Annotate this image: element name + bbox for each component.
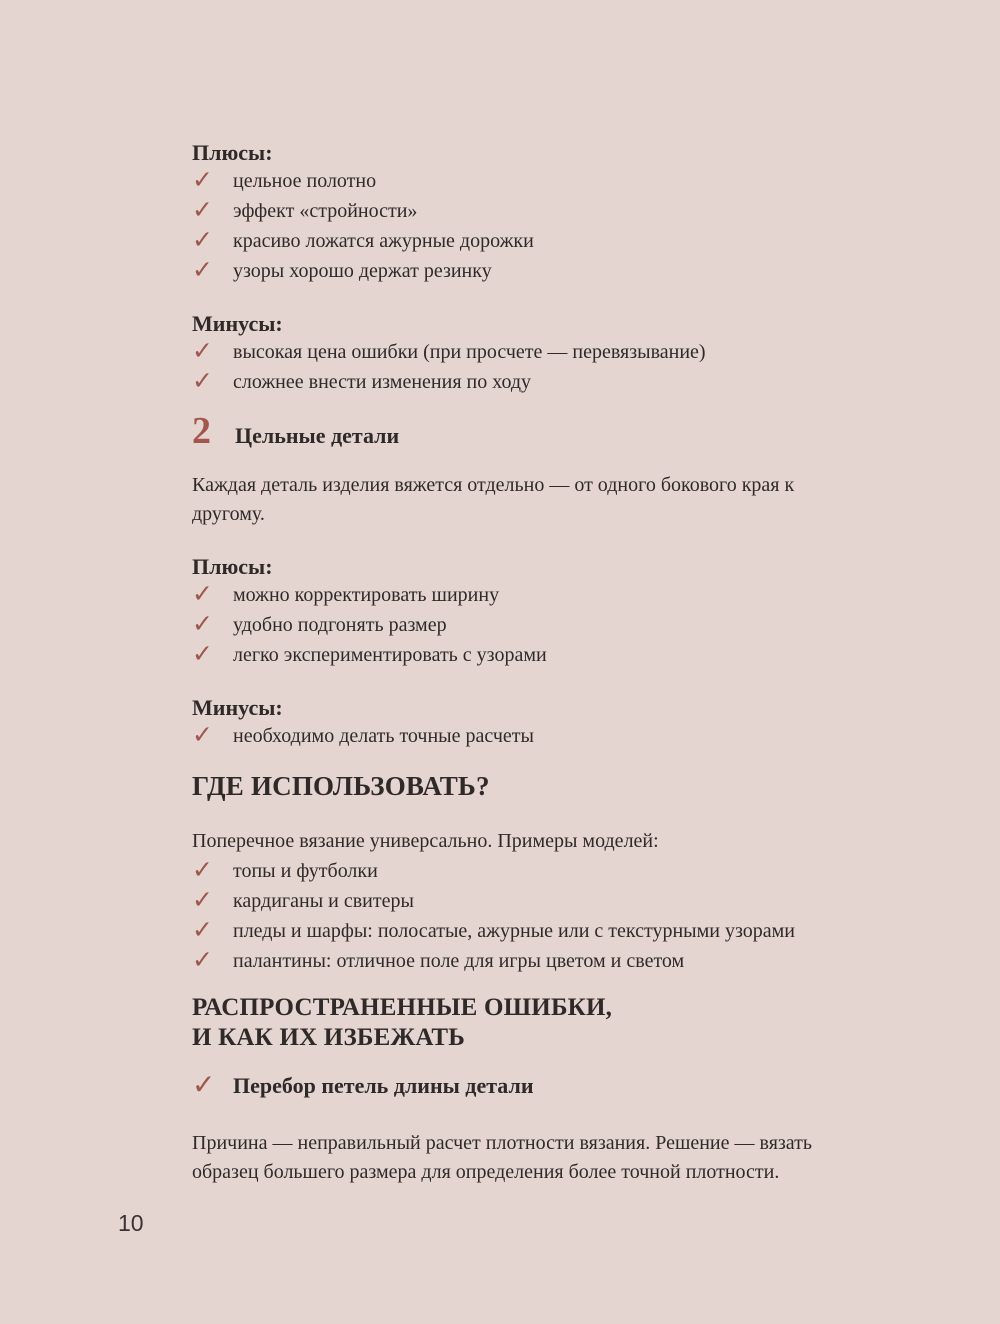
checklist-item-text: узоры хорошо держат резинку [233, 260, 492, 282]
checklist-item [192, 720, 882, 750]
checklist-item-text: необходимо делать точные расчеты [233, 725, 534, 747]
checkmark-icon: ✓ [192, 195, 213, 224]
mistake-body-paragraph: Причина — неправильный расчет плотности вязания. Решение — вязать образец большего размера для определения более точной плотности. [192, 1132, 813, 1183]
checklist-item-text: сложнее внести изменения по ходу [233, 371, 532, 393]
mistake-item [192, 1069, 882, 1101]
checklist-item-text: пледы и шарфы: полосатые, ажурные или с текстурными узорами [233, 920, 795, 942]
pros-heading-2: Плюсы: [192, 554, 273, 579]
pros-list-2 [192, 579, 882, 669]
checkmark-icon: ✓ [192, 366, 213, 395]
usage-intro-paragraph: Поперечное вязание универсально. Примеры моделей: [192, 830, 659, 852]
mistakes-heading-line-1: РАСПРОСТРАНЕННЫЕ ОШИБКИ, [192, 994, 613, 1021]
checklist-item [192, 885, 882, 915]
checklist-item [192, 579, 882, 609]
cons-heading-2: Минусы: [192, 695, 283, 720]
mistakes-heading [192, 993, 882, 1053]
cons-list-2 [192, 720, 882, 750]
cons-heading-1: Минусы: [192, 311, 283, 336]
checklist-item-text: можно корректировать ширину [233, 584, 500, 606]
checkmark-icon: ✓ [192, 609, 213, 638]
checklist-item-text: цельное полотно [233, 170, 377, 192]
checklist-item-text: палантины: отличное поле для игры цветом и светом [233, 950, 685, 972]
usage-list [192, 855, 882, 975]
checklist-item [192, 366, 882, 396]
checklist-item [192, 915, 882, 945]
section-number: 2 [192, 410, 211, 452]
checkmark-icon: ✓ [192, 165, 213, 194]
checklist-item-text: легко экспериментировать с узорами [233, 644, 547, 666]
cons-list-1 [192, 336, 882, 396]
checkmark-icon: ✓ [192, 855, 213, 884]
checklist-item-text: топы и футболки [233, 860, 378, 882]
checklist-item [192, 855, 882, 885]
checkmark-icon: ✓ [192, 720, 213, 749]
checklist-item [192, 255, 882, 285]
checklist-item-text: кардиганы и свитеры [233, 890, 414, 912]
checklist-item [192, 165, 882, 195]
checkmark-icon: ✓ [192, 255, 213, 284]
checklist-item-text: удобно подгонять размер [233, 614, 447, 636]
checkmark-icon: ✓ [192, 885, 213, 914]
mistakes-heading-line-2: И КАК ИХ ИЗБЕЖАТЬ [192, 1024, 466, 1051]
checklist-item-text: высокая цена ошибки (при просчете — перевязывание) [233, 341, 706, 363]
page-number: 10 [118, 1210, 144, 1236]
checklist-item [192, 225, 882, 255]
checklist-item [192, 609, 882, 639]
usage-heading: ГДЕ ИСПОЛЬЗОВАТЬ? [192, 771, 490, 801]
checklist-item-text: красиво ложатся ажурные дорожки [233, 230, 534, 252]
section-title: Цельные детали [235, 423, 400, 448]
pros-list-1 [192, 165, 882, 285]
checkmark-icon: ✓ [192, 1068, 216, 1101]
checklist-item [192, 639, 882, 669]
mistake-title: Перебор петель длины детали [233, 1073, 534, 1098]
checklist-item [192, 195, 882, 225]
page-content [192, 140, 882, 1187]
pros-heading-1: Плюсы: [192, 140, 273, 165]
numbered-section-heading [192, 411, 882, 451]
checklist-item-text: эффект «стройности» [233, 200, 418, 222]
checkmark-icon: ✓ [192, 579, 213, 608]
section-intro-paragraph: Каждая деталь изделия вяжется отдельно — от одного бокового края к другому. [192, 474, 795, 525]
checklist-item [192, 336, 882, 366]
checkmark-icon: ✓ [192, 336, 213, 365]
checkmark-icon: ✓ [192, 945, 213, 974]
checklist-item [192, 945, 882, 975]
checkmark-icon: ✓ [192, 639, 213, 668]
checkmark-icon: ✓ [192, 225, 213, 254]
checkmark-icon: ✓ [192, 915, 213, 944]
